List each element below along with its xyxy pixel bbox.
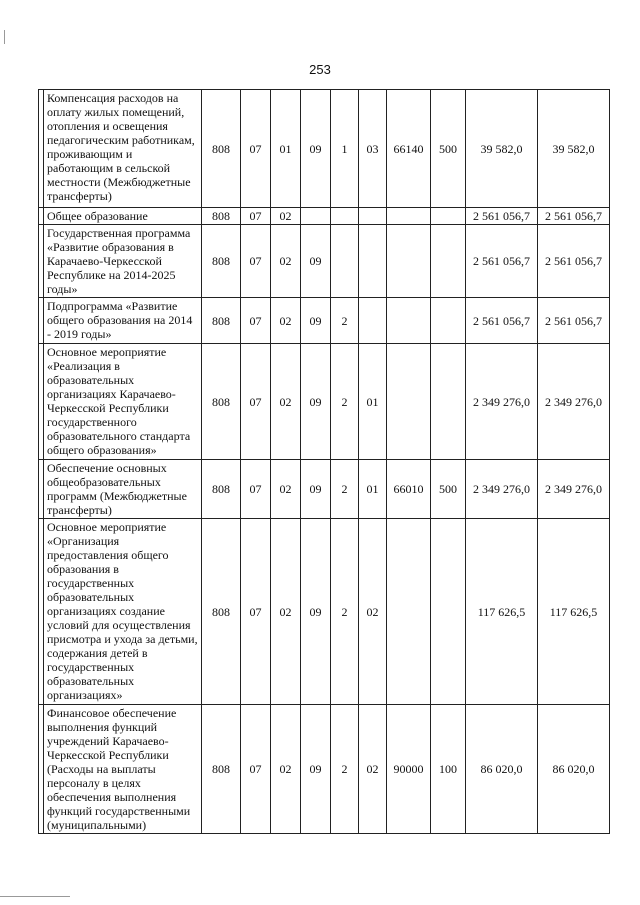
cell-direction <box>387 225 431 298</box>
scan-speck <box>4 30 5 44</box>
cell-amount-2: 117 626,5 <box>538 519 610 705</box>
cell-amount-1: 2 349 276,0 <box>466 344 538 460</box>
row-name: Финансовое обеспечение выполнения функций учреждений Карачаево-Черкесской Республики (Расходы на выплаты персоналу в целях обеспечения выполнения функций государственными (муниципальными) <box>44 705 202 834</box>
row-name: Обеспечение основных общеобразовательных программ (Межбюджетные трансферты) <box>44 460 202 519</box>
cell-activity: 02 <box>359 705 387 834</box>
table-body <box>39 90 610 834</box>
cell-expense-type: 100 <box>431 705 466 834</box>
cell-subsection: 02 <box>271 225 301 298</box>
table-row <box>39 705 610 834</box>
cell-activity <box>359 225 387 298</box>
cell-activity: 01 <box>359 460 387 519</box>
cell-subsection: 02 <box>271 519 301 705</box>
cell-activity <box>359 208 387 225</box>
cell-expense-type: 500 <box>431 90 466 208</box>
cell-amount-1: 2 561 056,7 <box>466 208 538 225</box>
cell-amount-1: 2 349 276,0 <box>466 460 538 519</box>
cell-activity: 03 <box>359 90 387 208</box>
table-row <box>39 298 610 344</box>
cell-amount-1: 39 582,0 <box>466 90 538 208</box>
cell-program: 09 <box>301 90 331 208</box>
cell-amount-1: 86 020,0 <box>466 705 538 834</box>
cell-section: 07 <box>241 344 271 460</box>
cell-direction <box>387 344 431 460</box>
cell-expense-type <box>431 344 466 460</box>
table-row <box>39 90 610 208</box>
cell-ministry: 808 <box>202 460 241 519</box>
cell-section: 07 <box>241 208 271 225</box>
cell-subprogram: 2 <box>331 344 359 460</box>
cell-direction: 90000 <box>387 705 431 834</box>
cell-subsection: 02 <box>271 208 301 225</box>
cell-amount-2: 2 349 276,0 <box>538 344 610 460</box>
cell-section: 07 <box>241 90 271 208</box>
row-name: Подпрограмма «Развитие общего образования на 2014 - 2019 годы» <box>44 298 202 344</box>
cell-program: 09 <box>301 460 331 519</box>
cell-activity: 01 <box>359 344 387 460</box>
cell-ministry: 808 <box>202 298 241 344</box>
cell-amount-2: 39 582,0 <box>538 90 610 208</box>
cell-amount-2: 2 561 056,7 <box>538 208 610 225</box>
row-name: Компенсация расходов на оплату жилых помещений, отопления и освещения педагогическим работникам, проживающим и работающим в сельской местности (Межбюджетные трансферты) <box>44 90 202 208</box>
cell-program: 09 <box>301 298 331 344</box>
cell-expense-type <box>431 208 466 225</box>
cell-subprogram: 2 <box>331 298 359 344</box>
cell-subprogram: 1 <box>331 90 359 208</box>
row-name: Государственная программа «Развитие образования в Карачаево-Черкесской Республике на 2014-2025 годы» <box>44 225 202 298</box>
table-row <box>39 225 610 298</box>
cell-subprogram <box>331 208 359 225</box>
cell-ministry: 808 <box>202 90 241 208</box>
cell-section: 07 <box>241 519 271 705</box>
row-name: Основное мероприятие «Организация предоставления общего образования в государственных образовательных организациях создание условий для осуществления присмотра и ухода за детьми, содержания детей в государственных образовательных организациях» <box>44 519 202 705</box>
budget-table-wrapper <box>38 89 610 834</box>
cell-direction <box>387 519 431 705</box>
cell-activity: 02 <box>359 519 387 705</box>
cell-subsection: 02 <box>271 460 301 519</box>
cell-activity <box>359 298 387 344</box>
cell-direction: 66140 <box>387 90 431 208</box>
cell-section: 07 <box>241 460 271 519</box>
scan-speck <box>0 896 70 897</box>
cell-expense-type <box>431 225 466 298</box>
table-row <box>39 208 610 225</box>
cell-subsection: 02 <box>271 705 301 834</box>
cell-direction <box>387 208 431 225</box>
budget-table <box>38 89 610 834</box>
cell-program: 09 <box>301 705 331 834</box>
cell-amount-1: 117 626,5 <box>466 519 538 705</box>
cell-subprogram <box>331 225 359 298</box>
cell-ministry: 808 <box>202 225 241 298</box>
cell-direction <box>387 298 431 344</box>
cell-ministry: 808 <box>202 705 241 834</box>
row-name: Общее образование <box>44 208 202 225</box>
cell-subprogram: 2 <box>331 460 359 519</box>
table-row <box>39 519 610 705</box>
row-name: Основное мероприятие «Реализация в образовательных организациях Карачаево-Черкесской Республики государственного образовательного стандарта общего образования» <box>44 344 202 460</box>
cell-amount-2: 2 561 056,7 <box>538 225 610 298</box>
cell-program: 09 <box>301 344 331 460</box>
cell-section: 07 <box>241 225 271 298</box>
cell-subprogram: 2 <box>331 519 359 705</box>
cell-amount-1: 2 561 056,7 <box>466 298 538 344</box>
cell-amount-2: 2 349 276,0 <box>538 460 610 519</box>
cell-amount-2: 86 020,0 <box>538 705 610 834</box>
cell-direction: 66010 <box>387 460 431 519</box>
cell-ministry: 808 <box>202 519 241 705</box>
page-number: 253 <box>309 62 331 77</box>
cell-ministry: 808 <box>202 344 241 460</box>
cell-amount-1: 2 561 056,7 <box>466 225 538 298</box>
cell-section: 07 <box>241 705 271 834</box>
cell-subsection: 02 <box>271 344 301 460</box>
table-row <box>39 460 610 519</box>
cell-subsection: 02 <box>271 298 301 344</box>
cell-section: 07 <box>241 298 271 344</box>
cell-subprogram: 2 <box>331 705 359 834</box>
cell-program <box>301 208 331 225</box>
cell-ministry: 808 <box>202 208 241 225</box>
cell-program: 09 <box>301 519 331 705</box>
table-row <box>39 344 610 460</box>
cell-subsection: 01 <box>271 90 301 208</box>
cell-expense-type <box>431 519 466 705</box>
cell-expense-type: 500 <box>431 460 466 519</box>
cell-program: 09 <box>301 225 331 298</box>
cell-amount-2: 2 561 056,7 <box>538 298 610 344</box>
cell-expense-type <box>431 298 466 344</box>
